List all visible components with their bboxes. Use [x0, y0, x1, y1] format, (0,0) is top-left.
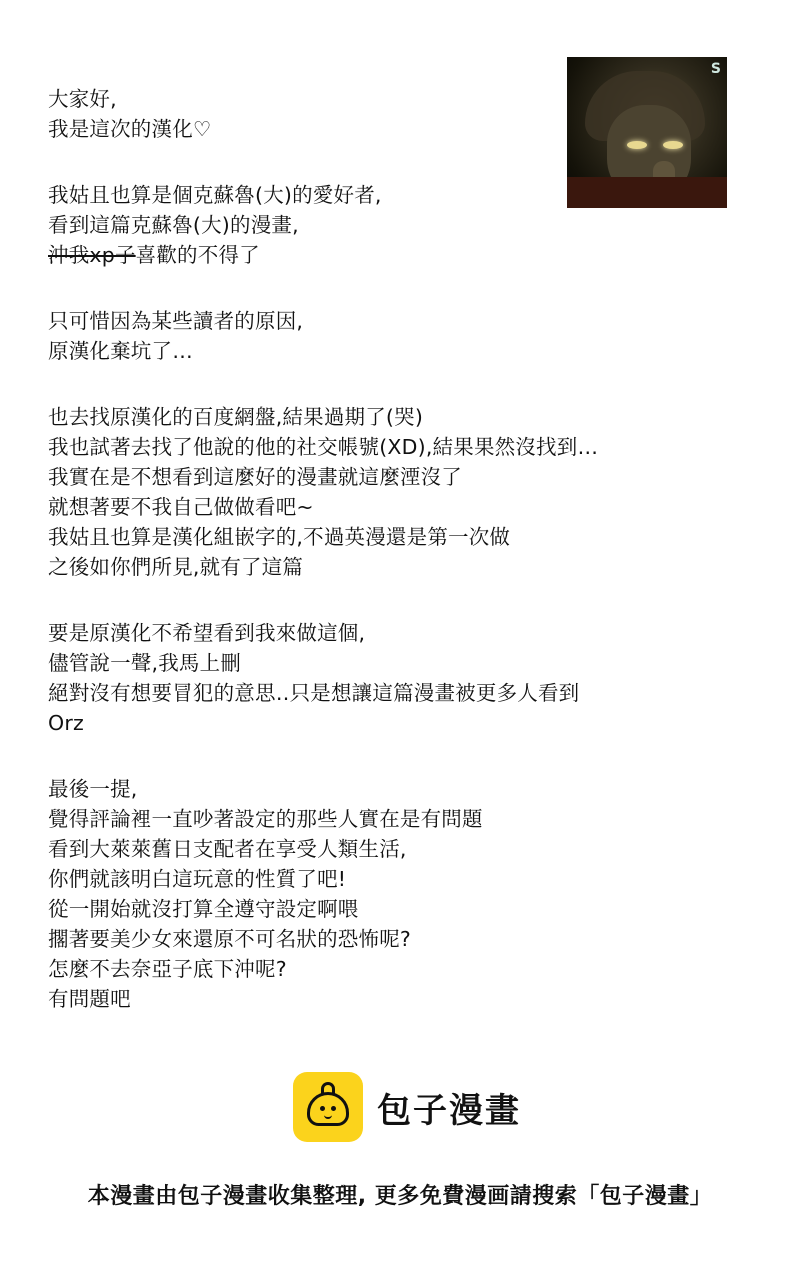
note-line: 看到這篇克蘇魯(大)的漫畫,: [48, 213, 299, 237]
note-line: 最後一提,: [48, 777, 138, 801]
note-line: 要是原漢化不希望看到我來做這個,: [48, 621, 366, 645]
note-line: 大家好,: [48, 87, 117, 111]
note-line: 絕對沒有想要冒犯的意思‥只是想讓這篇漫畫被更多人看到: [48, 681, 580, 705]
strikethrough-text: 沖我xp子: [48, 243, 136, 267]
note-line: 我也試著去找了他說的他的社交帳號(XD),結果果然沒找到…: [48, 435, 599, 459]
note-line: 你們就該明白這玩意的性質了吧!: [48, 867, 347, 891]
portrait-corner-mark: S: [710, 61, 721, 77]
note-line: 之後如你們所見,就有了這篇: [48, 555, 304, 579]
note-line: 覺得評論裡一直吵著設定的那些人實在是有問題: [48, 807, 483, 831]
portrait-shoulder: [567, 177, 727, 208]
bun-face-icon[interactable]: [293, 1072, 363, 1142]
note-text: 喜歡的不得了: [135, 243, 260, 267]
note-line: 我姑且也算是漢化組嵌字的,不過英漫還是第一次做: [48, 525, 511, 549]
note-line: 我實在是不想看到這麼好的漫畫就這麼湮沒了: [48, 465, 462, 489]
note-line: 儘管說一聲,我馬上刪: [48, 651, 242, 675]
note-line: 怎麼不去奈亞子底下沖呢?: [48, 957, 287, 981]
note-line-mixed: [48, 240, 748, 270]
paragraph-story: [48, 402, 748, 582]
note-line: 有問題吧: [48, 987, 131, 1011]
bun-eye-left: [320, 1106, 325, 1111]
anime-girl-portrait-icon: [567, 57, 727, 208]
brand-name[interactable]: 包子漫畫: [377, 1091, 521, 1131]
note-line: 我是這次的漢化♡: [48, 117, 212, 141]
paragraph-apology: [48, 618, 748, 738]
bun-eye-right: [331, 1106, 336, 1111]
portrait-left-eye: [627, 141, 647, 149]
note-line: 我姑且也算是個克蘇魯(大)的愛好者,: [48, 183, 382, 207]
note-line: 原漢化棄坑了…: [48, 339, 193, 363]
footer-notice: 本漫畫由包子漫畫收集整理, 更多免費漫画請搜索「包子漫畫」: [87, 1184, 713, 1209]
note-line: 從一開始就沒打算全遵守設定啊喂: [48, 897, 359, 921]
paragraph-reason: [48, 306, 748, 366]
note-line: 也去找原漢化的百度網盤,結果過期了(哭): [48, 405, 424, 429]
note-line: 只可惜因為某些讀者的原因,: [48, 309, 304, 333]
note-line: 擱著要美少女來還原不可名狀的恐怖呢?: [48, 927, 411, 951]
note-line: 看到大萊萊舊日支配者在享受人類生活,: [48, 837, 407, 861]
bun-body: [307, 1092, 349, 1126]
portrait-right-eye: [663, 141, 683, 149]
note-line: Orz: [48, 711, 84, 735]
paragraph-final: [48, 774, 748, 1014]
translator-notes: [48, 84, 748, 1050]
note-line: 就想著要不我自己做做看吧~: [48, 495, 314, 519]
